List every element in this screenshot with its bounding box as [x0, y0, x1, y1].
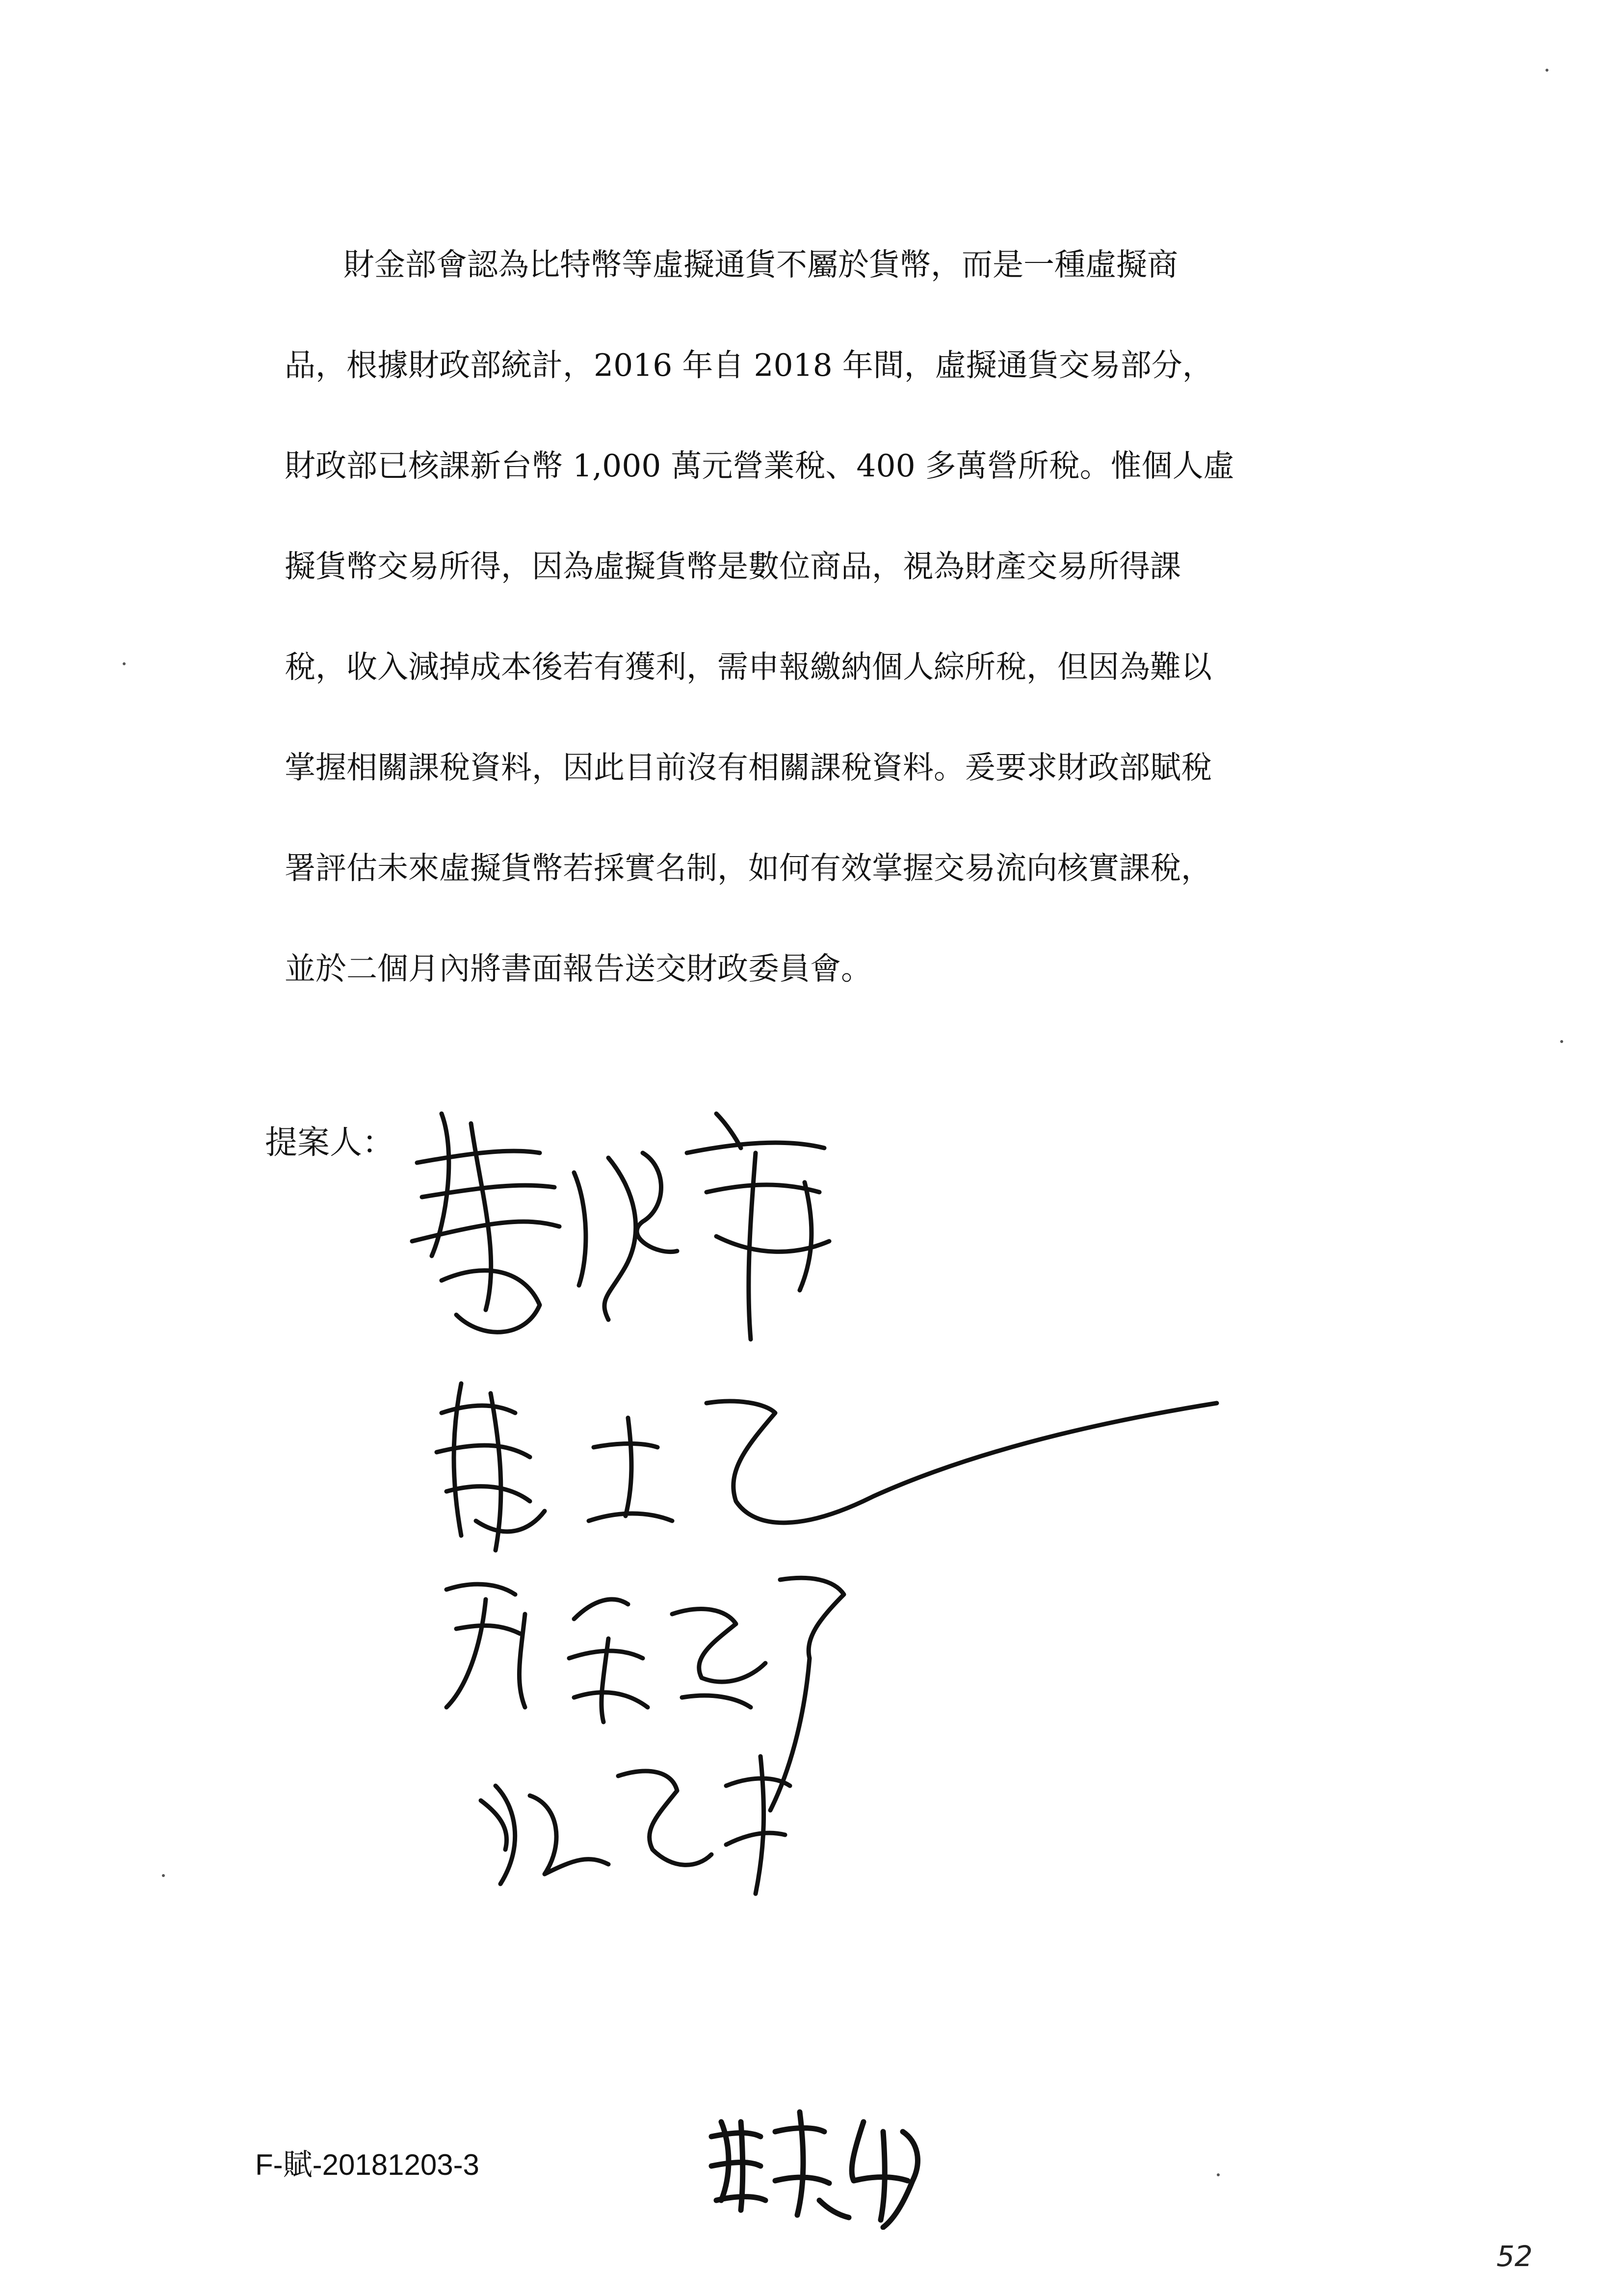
scan-speck	[1217, 2173, 1220, 2176]
body-line-4: 擬貨幣交易所得，因為虛擬貨幣是數位商品，視為財產交易所得課	[285, 548, 1181, 584]
body-line-2: 品，根據財政部統計，2016 年自 2018 年間，虛擬通貨交易部分，	[285, 347, 1213, 383]
scan-speck	[1560, 1040, 1563, 1043]
signature-2	[432, 1374, 1266, 1560]
signature-1	[412, 1094, 903, 1349]
page-number: 52	[1496, 2240, 1533, 2273]
proposer-label: 提案人：	[265, 1123, 394, 1161]
document-code: F-賦-20181203-3	[255, 2148, 479, 2181]
handwritten-stamp-fu47	[707, 2102, 932, 2232]
scan-speck	[162, 1874, 165, 1877]
signature-4	[471, 1747, 814, 1904]
body-line-8: 並於二個月內將書面報告送交財政委員會。	[285, 951, 872, 987]
body-line-7: 署評估未來虛擬貨幣若採實名制，如何有效掌握交易流向核實課稅，	[285, 850, 1212, 886]
body-line-5: 稅，收入減掉成本後若有獲利，需申報繳納個人綜所稅，但因為難以	[285, 649, 1212, 685]
body-line-6: 掌握相關課稅資料，因此目前沒有相關課稅資料。爰要求財政部賦稅	[285, 750, 1212, 785]
scan-speck	[1545, 69, 1548, 72]
scan-speck	[123, 662, 126, 665]
body-line-1: 財金部會認為比特幣等虛擬通貨不屬於貨幣，而是一種虛擬商	[343, 247, 1178, 283]
body-line-3: 財政部已核課新台幣 1,000 萬元營業稅、400 多萬營所稅。惟個人虛	[285, 448, 1234, 484]
